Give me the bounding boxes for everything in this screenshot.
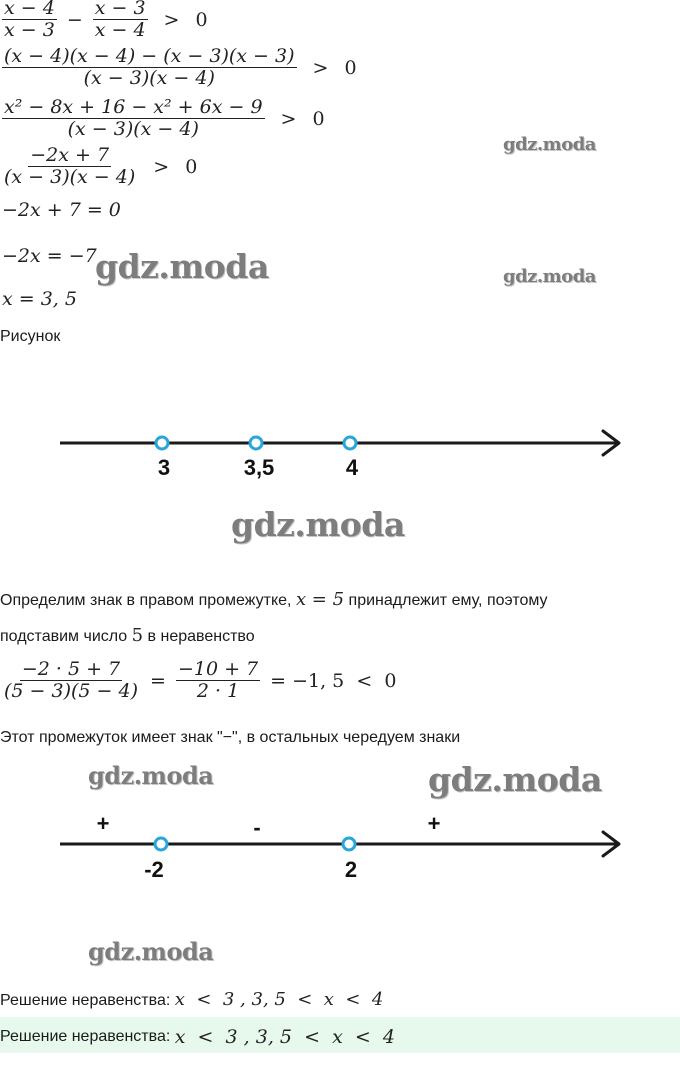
point-label: -2 (144, 857, 164, 882)
relation-sign: > (153, 155, 170, 178)
equation-line-7: x = 3, 5 (2, 288, 77, 310)
number-line-2 (0, 810, 680, 885)
numerator: −2 · 5 + 7 (21, 658, 121, 680)
relation-sign: > (163, 8, 180, 31)
relation-sign: > (280, 107, 297, 130)
number-line-1 (0, 420, 680, 490)
point-label: 3 (157, 455, 171, 480)
denominator: (x − 3)(x − 4) (4, 166, 136, 188)
paragraph-line (0, 589, 548, 610)
text-span: подставим число (0, 628, 128, 645)
inline-math: x = 5 (295, 589, 345, 610)
watermark-logo: gdz.moda (95, 247, 269, 286)
equation-line-3 (2, 97, 325, 140)
right-hand-side: 0 (195, 8, 208, 31)
answer-label: Решение неравенства: (0, 1028, 171, 1045)
denominator: x − 4 (94, 19, 146, 41)
fraction (2, 0, 57, 41)
denominator: x − 3 (4, 19, 55, 41)
solution-label: Решение неравенства: (0, 992, 171, 1009)
answer-math: x < 3 , 3, 5 < x < 4 (174, 1026, 395, 1048)
watermark-logo: gdz.moda (88, 937, 214, 966)
fraction (2, 97, 265, 140)
sign-label: - (253, 815, 261, 840)
equation-line-4 (2, 145, 197, 188)
relation-sign: > (312, 56, 329, 79)
numerator: (x − 4)(x − 4) − (x − 3)(x − 3) (4, 45, 295, 67)
right-hand-side: 0 (312, 107, 325, 130)
answer-line (0, 1026, 395, 1048)
denominator: (x − 3)(x − 4) (67, 118, 199, 140)
sign-label: + (427, 811, 441, 836)
figure-label: Рисунок (0, 328, 61, 345)
equals-sign: = (150, 669, 166, 692)
equation-line-2 (2, 46, 357, 89)
numerator: x² − 8x + 16 − x² + 6x − 9 (4, 96, 263, 118)
point-2 (343, 838, 355, 850)
watermark-logo: gdz.moda (428, 760, 602, 799)
denominator: 2 · 1 (196, 680, 240, 702)
numerator: −2x + 7 (30, 144, 110, 166)
paragraph-line: Этот промежуток имеет знак "−", в остальных чередуем знаки (0, 729, 461, 746)
numerator: −10 + 7 (177, 658, 259, 680)
numerator: x − 4 (4, 0, 55, 19)
operator: − (66, 8, 83, 31)
answer-highlight (0, 1017, 680, 1053)
text-span: принадлежит ему, поэтому (348, 592, 548, 609)
point-4 (344, 437, 356, 449)
watermark-logo: gdz.moda (231, 505, 405, 544)
point-3-5 (250, 437, 262, 449)
right-hand-side: 0 (344, 56, 357, 79)
numerator: x − 3 (94, 0, 146, 19)
sign-label: + (96, 811, 110, 836)
denominator: (5 − 3)(5 − 4) (4, 680, 139, 702)
equation-line-5: −2x + 7 = 0 (2, 199, 121, 221)
fraction (176, 659, 260, 702)
point-label: 2 (344, 857, 358, 882)
watermark-logo: gdz.moda (503, 266, 596, 287)
paragraph-line (0, 625, 255, 646)
solution-math: x < 3 , 3, 5 < x < 4 (174, 989, 384, 1010)
text-span: Определим знак в правом промежутке, (0, 592, 292, 609)
right-hand-side: 0 (185, 155, 198, 178)
fraction (2, 46, 297, 89)
fraction (2, 659, 140, 702)
text-span: в неравенство (147, 628, 255, 645)
equation-line-1 (2, 0, 208, 41)
point-3 (156, 437, 168, 449)
calculation-line (2, 659, 406, 702)
fraction (2, 145, 137, 188)
denominator: (x − 3)(x − 4) (83, 67, 215, 89)
point-label: 4 (345, 455, 359, 480)
watermark-logo: gdz.moda (88, 761, 214, 790)
calculation-result: = −1, 5 < 0 (270, 669, 397, 692)
inline-math: 5 (131, 625, 144, 646)
point-label: 3,5 (243, 455, 275, 480)
equation-line-6: −2x = −7 (2, 245, 97, 267)
solution-line (0, 989, 383, 1010)
fraction (93, 0, 148, 41)
watermark-logo: gdz.moda (503, 134, 596, 155)
point-minus-2 (155, 838, 167, 850)
